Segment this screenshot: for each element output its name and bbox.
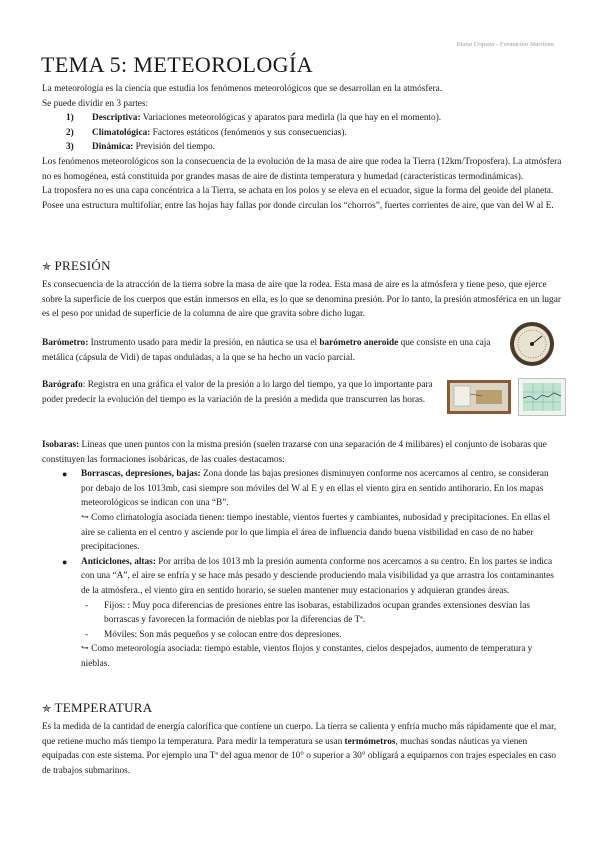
section-heading-presion: ✯ PRESIÓN — [42, 258, 111, 273]
isobaras-list-2 — [42, 555, 562, 599]
parts-list — [42, 111, 562, 155]
page-title: TEMA 5: METEOROLOGÍA — [41, 52, 313, 77]
intro-section — [42, 82, 562, 213]
intro-paragraph-2: Se puede dividir en 3 partes: — [42, 98, 149, 109]
isobaras-paragraph: Isobaras: Líneas que unen puntos con la misma presión (suelen trazarse con una separación de 4 milibares) el conjunto de isobaras que constituyen las formaciones isobáricas, de las cuales destacamos: — [42, 440, 547, 465]
star-icon: ✯ — [42, 703, 52, 715]
temperatura-paragraph: Es la medida de la cantidad de energía calorífica que contiene un cuerpo. La tierra se calienta y enfría mucho más rápidamente que el mar, que retiene mucho más tiempo la temperatura. Para medir la temperatura se usan termómetros, muchas sondas náuticas ya vienen equipadas con este sistema. Por ejemplo una Tª del agua menor de 10° o superior a 30° obligará a equiparnos con trajes especiales en caso de trabajos submarinos. — [42, 722, 557, 776]
list-item: - Móviles: Son más pequeños y se colocan entre dos depresiones. — [85, 629, 342, 640]
section-heading-temperatura: ✯ TEMPERATURA — [42, 700, 153, 715]
list-item: 2) Climatológica: Factores estáticos (fenómenos y sus consecuencias). — [66, 127, 347, 138]
list-item: ● Borrascas, depresiones, bajas: Zona donde las bajas presiones disminuyen conforme nos acercamos al centro, se consideran por debajo de los 1013mb, casi siempre son móviles del W al E y en ellas el viento gira en sentido antihorario. En los mapas meteorológicos se indican con una “B”. — [62, 469, 549, 509]
isobaras-block — [42, 438, 562, 672]
barograph-drum — [454, 386, 470, 406]
anticiclones-sublist — [42, 599, 562, 643]
presion-intro — [42, 278, 562, 322]
list-item: 3) Dinámica: Previsión del tiempo. — [66, 142, 215, 153]
chart-grid-area — [523, 383, 561, 411]
borrascas-climatology: ↪ Como climatología asociada tienen: tiempo inestable, vientos fuertes y cambiantes, nubosidad y precipitaciones. En ellas el aire se calienta en el centro y asciende por lo que limpia el área de influencia dando buena visibilidad en caso de no haber precipitaciones. — [81, 512, 551, 553]
bullet-icon: ● — [62, 469, 68, 480]
temperatura-block — [42, 720, 562, 778]
barometro-paragraph: Barómetro: Instrumento usado para medir la presión, en náutica se usa el barómetro aneroide que consiste en una caja metálica (cápsula de Vidi) de tapas onduladas, a la que se ha hecho un vacío parcial. — [42, 338, 491, 363]
star-icon: ✯ — [42, 261, 52, 273]
isobaras-list — [42, 467, 562, 511]
list-item: - Fijos: : Muy poca diferencias de presiones entre las isobaras, estabilizados ocupan grandes extensiones desvían las borrascas y favorecen la formación de nieblas por la diferencias de Tª. — [85, 600, 530, 626]
presion-paragraph: Es consecuencia de la atracción de la tierra sobre la masa de aire que la rodea. Esta masa de aire es la atmósfera y tiene peso, que ejerce sobre la superficie de los cuerpos que están inmersos en ella, es lo que se denomina presión. Por lo tanto, la presión atmosférica en un lugar es el peso por unidad de superficie de la columna de aire que gravita sobre dicho lugar. — [42, 280, 561, 320]
intro-paragraph-3: Los fenómenos meteorológicos son la consecuencia de la evolución de la masa de aire que rodea la Tierra (12km/Troposfera). La atmósfera no es homogénea, está constituida por grandes masas de aire de distinta temperatura y humedad (características termodinámicas). — [42, 156, 562, 182]
list-item: 1) Descriptiva: Variaciones meteorológicas y aparatos para medirla (la que hay en el momento). — [66, 113, 442, 124]
barograph-mechanism — [476, 390, 502, 404]
bullet-icon: ● — [62, 556, 68, 567]
barometro-block — [42, 336, 504, 365]
list-item: ● Anticiclones, altas: Por arriba de los 1013 mb la presión aumenta conforme nos acercamos a su centro. En los partes se indica con una “A”, el aire se enfría y se hace más pesado y desciende produciendo mala visibilidad ya que arrastra los contaminantes de la atmósfera., el viento gira en sentido horario, se suelen mantener muy estacionarios y adquieran grandes áreas. — [62, 556, 554, 596]
barometer-image — [508, 320, 556, 368]
anticiclones-climatology: ↪ Como meteorología asociada: tiempo estable, vientos flojos y constantes, cielos despejados, aumento de temperatura y nieblas. — [81, 644, 533, 669]
page-header-author: Diana Urquiza - Formación Marítima — [456, 42, 554, 48]
barograph-image — [446, 376, 512, 416]
barometer-pivot — [530, 342, 534, 346]
intro-paragraph-1: La meteorología es la ciencia que estudia los fenómenos meteorológicos que se desarrollan en la atmósfera. — [42, 84, 443, 94]
intro-paragraph-4: La troposfera no es una capa concéntrica a la Tierra, se achata en los polos y se eleva en el ecuador, sigue la forma del geoide del planeta. Posee una estructura multifoliar, entre las hojas hay fallas por donde circulan los “chorros”, fuertes corrientes de aire, que van del W al E. — [42, 186, 554, 211]
barografo-block — [42, 378, 442, 407]
barograph-chart-image — [518, 378, 566, 416]
barografo-paragraph: Barógrafo: Registra en una gráfica el valor de la presión a lo largo del tiempo, ya que lo importante para poder predecir la evolución del tiempo es la variación de la presión a medida que transcurren las horas. — [42, 380, 433, 405]
